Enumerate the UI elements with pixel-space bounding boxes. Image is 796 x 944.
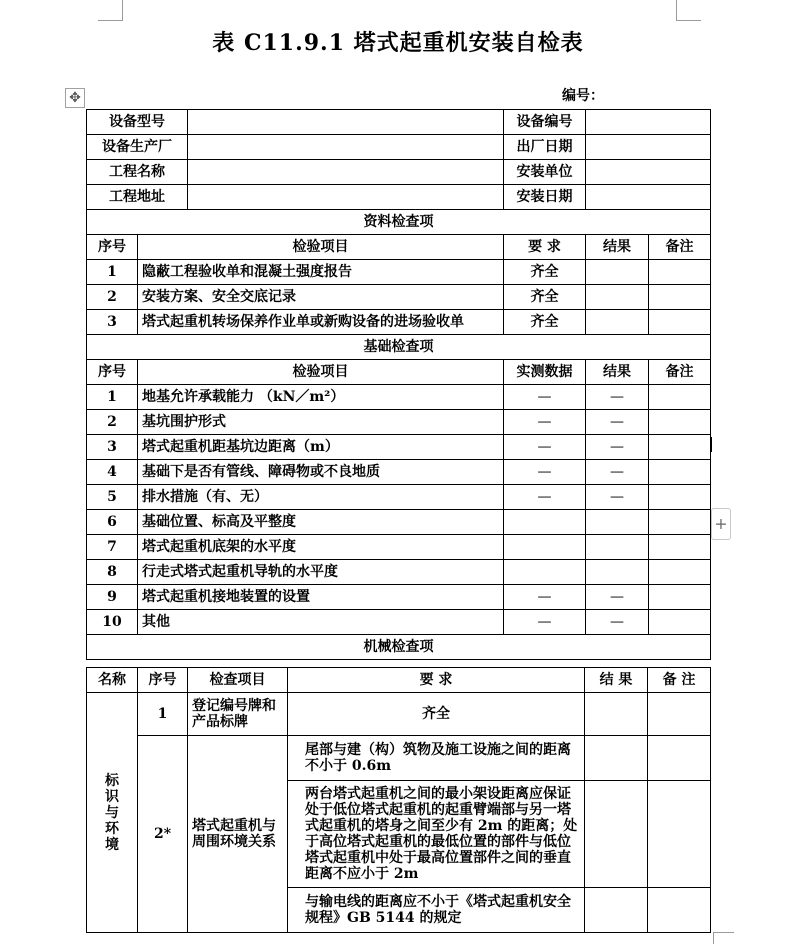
column-header: 结果 (586, 235, 649, 260)
remark-cell[interactable] (648, 781, 711, 888)
header-label: 工程地址 (87, 185, 188, 210)
requirement: 齐全 (504, 285, 586, 310)
table-row (87, 535, 711, 560)
row-number: 3 (87, 435, 138, 460)
remark-cell[interactable] (649, 460, 711, 485)
header-label: 设备编号 (504, 110, 586, 135)
result-cell[interactable] (586, 285, 649, 310)
table-row (87, 310, 711, 335)
check-item: 行走式塔式起重机导轨的水平度 (138, 560, 504, 585)
table-move-handle-icon[interactable]: ✥ (65, 88, 85, 108)
column-header-row (87, 668, 711, 693)
header-label: 设备生产厂 (87, 135, 188, 160)
row-number: 2* (138, 736, 188, 933)
header-value-cell[interactable] (188, 135, 504, 160)
measured-data-cell[interactable]: — (504, 585, 586, 610)
row-number: 9 (87, 585, 138, 610)
requirement: 尾部与建（构）筑物及施工设施之间的距离不小于 0.6m (288, 736, 585, 781)
column-header: 检验项目 (138, 235, 504, 260)
check-item: 基础下是否有管线、障碍物或不良地质 (138, 460, 504, 485)
measured-data-cell[interactable]: — (504, 460, 586, 485)
serial-number-label: 编号： (562, 88, 604, 104)
result-cell[interactable]: — (586, 385, 649, 410)
header-value-cell[interactable] (188, 110, 504, 135)
table-row (87, 510, 711, 535)
result-cell[interactable] (586, 310, 649, 335)
table-row (87, 610, 711, 635)
result-cell[interactable]: — (586, 610, 649, 635)
check-item: 隐蔽工程验收单和混凝土强度报告 (138, 260, 504, 285)
check-item: 基础位置、标高及平整度 (138, 510, 504, 535)
document-title: 表 C11.9.1 塔式起重机安装自检表 (212, 30, 584, 56)
table-row (87, 736, 711, 781)
row-number: 2 (87, 285, 138, 310)
column-header: 检验项目 (138, 360, 504, 385)
row-number: 10 (87, 610, 138, 635)
column-header: 要 求 (504, 235, 586, 260)
measured-data-cell[interactable] (504, 510, 586, 535)
row-number: 5 (87, 485, 138, 510)
table-row (87, 260, 711, 285)
check-item: 塔式起重机转场保养作业单或新购设备的进场验收单 (138, 310, 504, 335)
requirement: 齐全 (504, 310, 586, 335)
measured-data-cell[interactable] (504, 560, 586, 585)
column-header: 备 注 (648, 668, 711, 693)
remark-cell[interactable] (649, 310, 711, 335)
remark-cell[interactable] (648, 736, 711, 781)
result-cell[interactable]: — (586, 410, 649, 435)
header-label: 设备型号 (87, 110, 188, 135)
check-item: 塔式起重机与周围环境关系 (188, 736, 288, 933)
requirement: 两台塔式起重机之间的最小架设距离应保证处于低位塔式起重机的起重臂端部与另一塔式起重机的塔身之间至少有 2m 的距离；处于高位塔式起重机的最低位置的部件与低位塔式起重机中处于最高位置部件之间的垂直距离不应小于 2m (288, 781, 585, 888)
result-cell[interactable] (585, 888, 648, 933)
check-item: 塔式起重机接地装置的设置 (138, 585, 504, 610)
column-header: 序号 (87, 235, 138, 260)
group-name: 标识与环境 (87, 693, 138, 933)
column-header: 序号 (87, 360, 138, 385)
add-row-icon[interactable]: + (711, 508, 731, 540)
header-value-cell[interactable] (586, 135, 711, 160)
remark-cell[interactable] (649, 385, 711, 410)
table-row (87, 285, 711, 310)
header-label: 工程名称 (87, 160, 188, 185)
check-item: 排水措施（有、无） (138, 485, 504, 510)
table-row (87, 410, 711, 435)
header-row (87, 135, 711, 160)
column-header: 检查项目 (188, 668, 288, 693)
inspection-table (86, 109, 711, 660)
measured-data-cell[interactable]: — (504, 410, 586, 435)
check-item: 地基允许承载能力 （kN／m²） (138, 385, 504, 410)
remark-cell[interactable] (649, 435, 711, 460)
remark-cell[interactable] (648, 888, 711, 933)
measured-data-cell[interactable]: — (504, 485, 586, 510)
result-cell[interactable]: — (586, 585, 649, 610)
column-header: 备注 (649, 360, 711, 385)
page-corner-mark (713, 932, 734, 944)
header-value-cell[interactable] (586, 160, 711, 185)
column-header: 序号 (138, 668, 188, 693)
remark-cell[interactable] (648, 693, 711, 736)
result-cell[interactable] (586, 560, 649, 585)
page-corner-mark (98, 0, 123, 21)
header-row (87, 160, 711, 185)
column-header: 结 果 (585, 668, 648, 693)
column-header-row (87, 360, 711, 385)
table-row (87, 560, 711, 585)
measured-data-cell[interactable]: — (504, 435, 586, 460)
remark-cell[interactable] (649, 285, 711, 310)
row-number: 6 (87, 510, 138, 535)
result-cell[interactable] (586, 535, 649, 560)
remark-cell[interactable] (649, 485, 711, 510)
remark-cell[interactable] (649, 535, 711, 560)
section-title: 机械检查项 (87, 635, 711, 660)
mechanical-inspection-table (86, 667, 711, 933)
result-cell[interactable]: — (586, 460, 649, 485)
result-cell[interactable] (585, 736, 648, 781)
section-title: 基础检查项 (87, 335, 711, 360)
row-number: 1 (138, 693, 188, 736)
page-corner-mark (676, 0, 701, 21)
row-number: 3 (87, 310, 138, 335)
requirement: 与输电线的距离应不小于《塔式起重机安全规程》GB 5144 的规定 (288, 888, 585, 933)
column-header-row (87, 235, 711, 260)
row-number: 7 (87, 535, 138, 560)
check-item: 登记编号牌和产品标牌 (188, 693, 288, 736)
remark-cell[interactable] (649, 260, 711, 285)
table-row (87, 460, 711, 485)
measured-data-cell[interactable]: — (504, 610, 586, 635)
header-row (87, 110, 711, 135)
measured-data-cell[interactable]: — (504, 385, 586, 410)
remark-cell[interactable] (649, 560, 711, 585)
column-header: 实测数据 (504, 360, 586, 385)
table-row (87, 693, 711, 736)
result-cell[interactable]: — (586, 485, 649, 510)
requirement: 齐全 (504, 260, 586, 285)
table-row (87, 385, 711, 410)
result-cell[interactable] (585, 693, 648, 736)
header-label: 出厂日期 (504, 135, 586, 160)
header-row (87, 185, 711, 210)
check-item: 其他 (138, 610, 504, 635)
header-label: 安装单位 (504, 160, 586, 185)
column-header: 结果 (586, 360, 649, 385)
table-row (87, 435, 711, 460)
header-value-cell[interactable] (586, 110, 711, 135)
check-item: 安装方案、安全交底记录 (138, 285, 504, 310)
remark-cell[interactable] (649, 410, 711, 435)
text-cursor (711, 437, 712, 452)
row-number: 4 (87, 460, 138, 485)
remark-cell[interactable] (649, 610, 711, 635)
row-number: 8 (87, 560, 138, 585)
requirement: 齐全 (288, 693, 585, 736)
remark-cell[interactable] (649, 585, 711, 610)
table-row (87, 585, 711, 610)
check-item: 塔式起重机底架的水平度 (138, 535, 504, 560)
result-cell[interactable]: — (586, 435, 649, 460)
header-value-cell[interactable] (188, 185, 504, 210)
header-label: 安装日期 (504, 185, 586, 210)
table-row (87, 485, 711, 510)
header-value-cell[interactable] (586, 185, 711, 210)
row-number: 1 (87, 260, 138, 285)
result-cell[interactable] (586, 260, 649, 285)
measured-data-cell[interactable] (504, 535, 586, 560)
check-item: 基坑围护形式 (138, 410, 504, 435)
check-item: 塔式起重机距基坑边距离（m） (138, 435, 504, 460)
column-header: 要 求 (288, 668, 585, 693)
column-header: 备注 (649, 235, 711, 260)
remark-cell[interactable] (649, 510, 711, 535)
section-title: 资料检查项 (87, 210, 711, 235)
row-number: 1 (87, 385, 138, 410)
result-cell[interactable] (585, 781, 648, 888)
result-cell[interactable] (586, 510, 649, 535)
row-number: 2 (87, 410, 138, 435)
column-header: 名称 (87, 668, 138, 693)
header-value-cell[interactable] (188, 160, 504, 185)
